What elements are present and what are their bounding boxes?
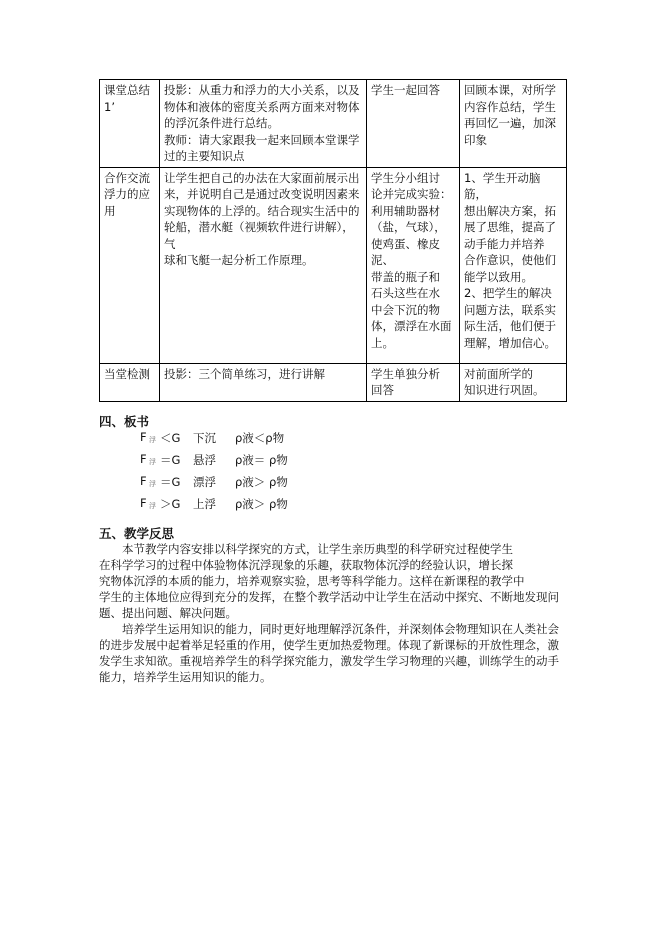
cell-line: 石头这些在水 — [371, 286, 440, 300]
cell-line: 内容作总结，学生 — [464, 99, 556, 114]
cell-line: 浮力的应 — [104, 187, 150, 201]
board-relation: ＜G — [160, 431, 181, 445]
cell-line: 1、学生开动脑筋， — [464, 170, 541, 201]
cell-student — [367, 363, 460, 401]
cell-line: 上。 — [371, 335, 394, 350]
reflection-heading: 五、教学反思 — [99, 526, 175, 541]
cell-line: 投影：从重力和浮力的大小关系，以及 — [164, 83, 360, 97]
cell-line: （盐，气球）， — [371, 220, 446, 234]
cell-line: 回答 — [371, 383, 394, 397]
cell-line: 过的主要知识点 — [164, 149, 245, 163]
reflection-line: 题、提出问题、解决问题。 — [99, 606, 237, 620]
reflection-line: 培养学生运用知识的能力，同时更好地理解浮沉条件，并深刻体会物理知识在人类社会 — [99, 622, 559, 636]
cell-teacher — [160, 167, 367, 363]
table-row — [100, 167, 567, 363]
cell-line: 际生活，他们便于 — [464, 319, 556, 333]
cell-line: 的浮沉条件进行总结。 — [164, 116, 279, 130]
cell-line: 2、把学生的解决 — [464, 286, 552, 300]
cell-line: 学生单独分析 — [371, 366, 440, 381]
cell-student — [367, 80, 460, 168]
cell-line: 让学生把自己的办法在大家面前展示出 — [164, 170, 360, 185]
cell-line: 学生一起回答 — [371, 83, 440, 97]
cell-line: 体，漂浮在水面 — [371, 319, 452, 333]
cell-line: 使鸡蛋、橡皮泥、 — [371, 236, 440, 267]
reflection-paragraph-1 — [99, 541, 565, 621]
board-force-subscript: 浮 — [149, 480, 156, 488]
cell-line: 课堂总结 — [104, 83, 150, 97]
cell-line: 来，并说明自己是通过改变说明因素来 — [164, 187, 360, 201]
board-relation: ＞G — [160, 497, 181, 511]
board-state: 漂浮 — [193, 475, 216, 489]
cell-line: 印象 — [464, 132, 487, 147]
cell-line: 球和飞艇一起分析工作原理。 — [164, 253, 314, 267]
cell-line: 对前面所学的 — [464, 366, 533, 381]
cell-line: 实现物体的上浮的。结合现实生活中的 — [164, 203, 360, 218]
cell-line: 知识进行巩固。 — [464, 383, 545, 397]
reflection-line: 究物体沉浮的本质的能力，培养观察实验，思考等科学能力。这样在新课程的教学中 — [99, 574, 525, 588]
cell-line: 合作意识，使他们 — [464, 253, 556, 267]
board-density-relation: ρ液＝ ρ物 — [235, 453, 288, 467]
board-state: 悬浮 — [193, 453, 216, 467]
board-density-relation: ρ液＜ρ物 — [235, 431, 285, 445]
cell-line: 教师：请大家跟我一起来回顾本堂课学 — [164, 132, 360, 147]
cell-line: 中会下沉的物 — [371, 302, 440, 317]
cell-teacher — [160, 363, 367, 401]
cell-line: 合作交流 — [104, 170, 150, 185]
cell-line: 动手能力并培养 — [464, 236, 545, 251]
table-row — [100, 80, 567, 168]
cell-line: 再回忆一遍，加深 — [464, 116, 556, 130]
reflection-line: 本节教学内容安排以科学探究的方式，让学生亲历典型的科学研究过程使学生 — [99, 542, 513, 556]
cell-stage — [100, 363, 160, 401]
cell-line: 想出解决方案，拓 — [464, 203, 556, 218]
reflection-line: 的进步发展中起着举足轻重的作用，使学生更加热爱物理。体现了新课标的开放性理念，激 — [99, 638, 559, 652]
board-force-subscript: 浮 — [149, 458, 156, 466]
cell-teacher — [160, 80, 367, 168]
board-density-relation: ρ液＞ ρ物 — [235, 497, 288, 511]
cell-line: 用 — [104, 203, 116, 218]
board-force-symbol: F — [140, 496, 147, 510]
board-force-symbol: F — [140, 430, 147, 444]
cell-line: 回顾本课，对所学 — [464, 83, 556, 97]
cell-line: 当堂检测 — [104, 366, 150, 381]
cell-line: 物体和液体的密度关系两方面来对物体 — [164, 99, 360, 114]
reflection-paragraph-2 — [99, 621, 565, 685]
board-relation: ＝G — [160, 475, 181, 489]
cell-line: 能学以致用。 — [464, 269, 533, 284]
reflection-line: 在科学学习的过程中体验物体沉浮现象的乐趣，获取物体沉浮的经验认识，增长探 — [99, 558, 513, 572]
reflection-line: 发学生求知欲。重视培养学生的科学探究能力，激发学生学习物理的兴趣，训练学生的动手 — [99, 654, 559, 668]
cell-intent — [460, 363, 567, 401]
cell-line: 展了思维，提高了 — [464, 220, 556, 234]
board-density-relation: ρ液＞ ρ物 — [235, 475, 288, 489]
cell-line: 轮船，潜水艇（视频软件进行讲解），气 — [164, 220, 354, 251]
lesson-table — [99, 79, 567, 402]
board-state: 下沉 — [193, 431, 216, 445]
board-force-symbol: F — [140, 474, 147, 488]
reflection-line: 学生的主体地位应得到充分的发挥，在整个教学活动中让学生在活动中探究、不断地发现问 — [99, 590, 559, 604]
board-state: 上浮 — [193, 497, 216, 511]
cell-line: 带盖的瓶子和 — [371, 269, 440, 284]
cell-stage — [100, 167, 160, 363]
cell-intent — [460, 80, 567, 168]
board-force-subscript: 浮 — [149, 436, 156, 444]
cell-line: 利用辅助器材 — [371, 203, 440, 218]
board-heading: 四、板书 — [99, 414, 150, 429]
table-row — [100, 363, 567, 401]
cell-line: 1’ — [104, 99, 115, 114]
cell-student — [367, 167, 460, 363]
board-force-symbol: F — [140, 452, 147, 466]
cell-line: 问题方法，联系实 — [464, 302, 556, 317]
cell-line: 学生分小组讨 — [371, 170, 440, 185]
cell-stage — [100, 80, 160, 168]
cell-line: 投影：三个简单练习，进行讲解 — [164, 366, 325, 381]
reflection-body — [99, 541, 565, 685]
board-relation: ＝G — [160, 453, 181, 467]
cell-line: 理解，增加信心。 — [464, 335, 556, 350]
cell-intent — [460, 167, 567, 363]
cell-line: 论并完成实验： — [371, 187, 452, 201]
board-force-subscript: 浮 — [149, 502, 156, 510]
reflection-line: 能力，培养学生运用知识的能力。 — [99, 670, 272, 684]
